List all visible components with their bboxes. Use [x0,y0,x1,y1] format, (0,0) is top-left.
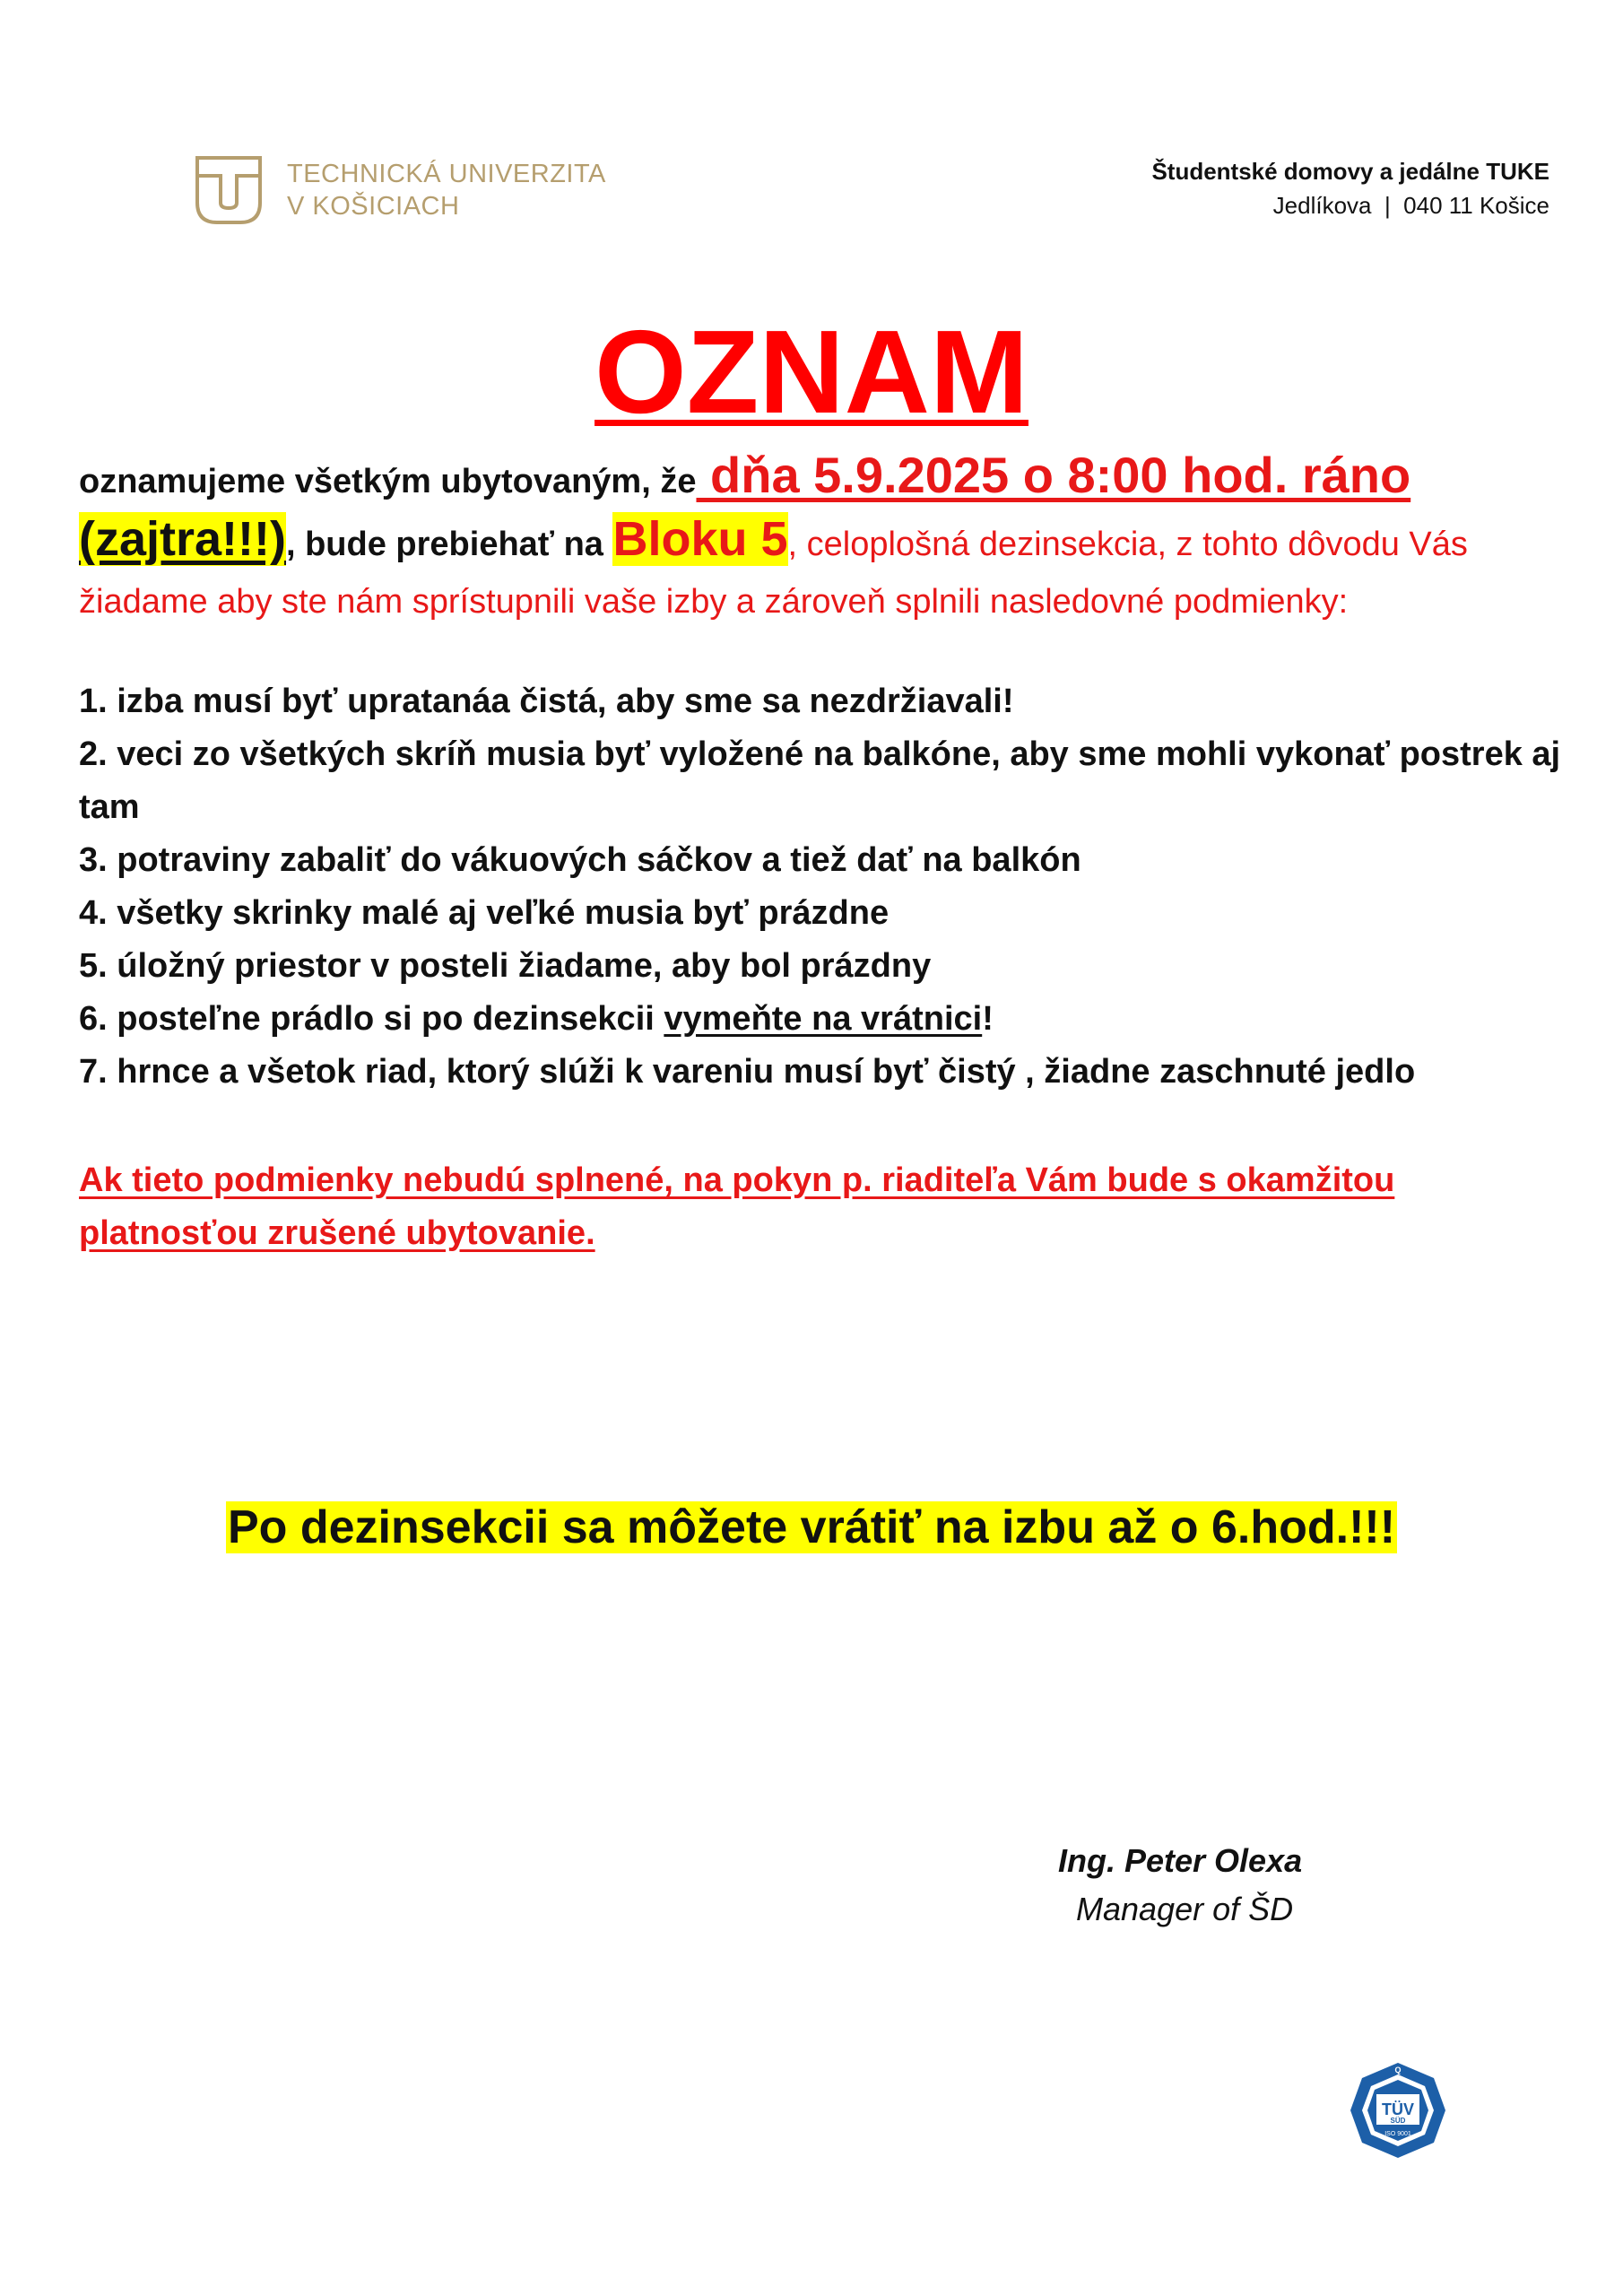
return-notice-text: Po dezinsekcii sa môžete vrátiť na izbu až o 6.hod.!!! [227,1501,1396,1553]
rule-item-5: 5. úložný priestor v posteli žiadame, aby bol prázdny [79,947,932,985]
organization-info [1151,154,1549,222]
intro-date: dňa 5.9.2025 o 8:00 hod. ráno [696,447,1411,503]
org-name: Študentské domovy a jedálne TUKE [1151,158,1549,185]
return-notice [0,1496,1623,1559]
tuv-q-mark: Q [1394,2066,1402,2074]
tuv-sub-text: SÜD [1390,2117,1406,2125]
rule-item-7: 7. hrnce a všetok riad, ktorý slúži k vareniu musí byť čistý , žiadne zaschnuté jedlo [79,1053,1416,1091]
signature-block [1058,1837,1302,1934]
intro-block: Bloku 5 [612,512,788,566]
logo-text [287,158,606,222]
rule-6-underlined: vymeňte na vrátnici [664,1000,983,1038]
tuv-cert-text: ISO 9001 [1384,2131,1411,2137]
tuke-logo-icon [194,154,264,226]
logo-line-2: V KOŠICIACH [287,192,460,221]
rule-item-4: 4. všetky skrinky malé aj veľké musia byť prázdne [79,894,890,932]
rule-6-post: ! [982,1000,994,1038]
intro-part-2: , bude prebiehať na [285,526,603,563]
intro-tomorrow: (zajtra!!!) [79,512,286,566]
logo-line-1: TECHNICKÁ UNIVERZITA [287,160,606,188]
notice-body [79,447,1567,1260]
intro-part-1: oznamujeme všetkým ubytovaným, že [79,463,697,500]
signature-name: Ing. Peter Olexa [1058,1842,1303,1879]
rule-6-pre: 6. posteľne prádlo si po dezinsekcii [79,1000,664,1038]
tuv-certification-badge [1348,2060,1448,2165]
rule-item-2: 2. veci zo všetkých skríň musia byť vyložené na balkóne, aby sme mohli vykonať postrek aj tam [79,735,1561,826]
title-text: OZNAM [595,306,1028,438]
tuv-brand-text: TÜV [1382,2100,1414,2118]
warning-text: Ak tieto podmienky nebudú splnené, na pokyn p. riaditeľa Vám bude s okamžitou platnosťou zrušené ubytovanie. [79,1161,1395,1252]
intro-paragraph [79,447,1567,631]
signature-role: Manager of ŠD [1076,1891,1294,1927]
org-address: Jedlíkova | 040 11 Košice [1272,192,1549,219]
rules-list [79,675,1567,1099]
page-title [0,305,1623,439]
tuv-badge-icon [1348,2060,1448,2161]
rule-item-6 [79,993,1567,1046]
rule-item-1: 1. izba musí byť upratanáa čistá, aby sme sa nezdržiavali! [79,683,1014,720]
intro-part-3: , celoplošná dezinsekcia, z tohto dôvodu Vás žiadame aby ste nám sprístupnili vaše izby a zároveň splnili nasledovné podmienky: [79,526,1468,621]
rule-item-3: 3. potraviny zabaliť do vákuových sáčkov a tiež dať na balkón [79,841,1081,879]
university-logo [194,154,606,226]
